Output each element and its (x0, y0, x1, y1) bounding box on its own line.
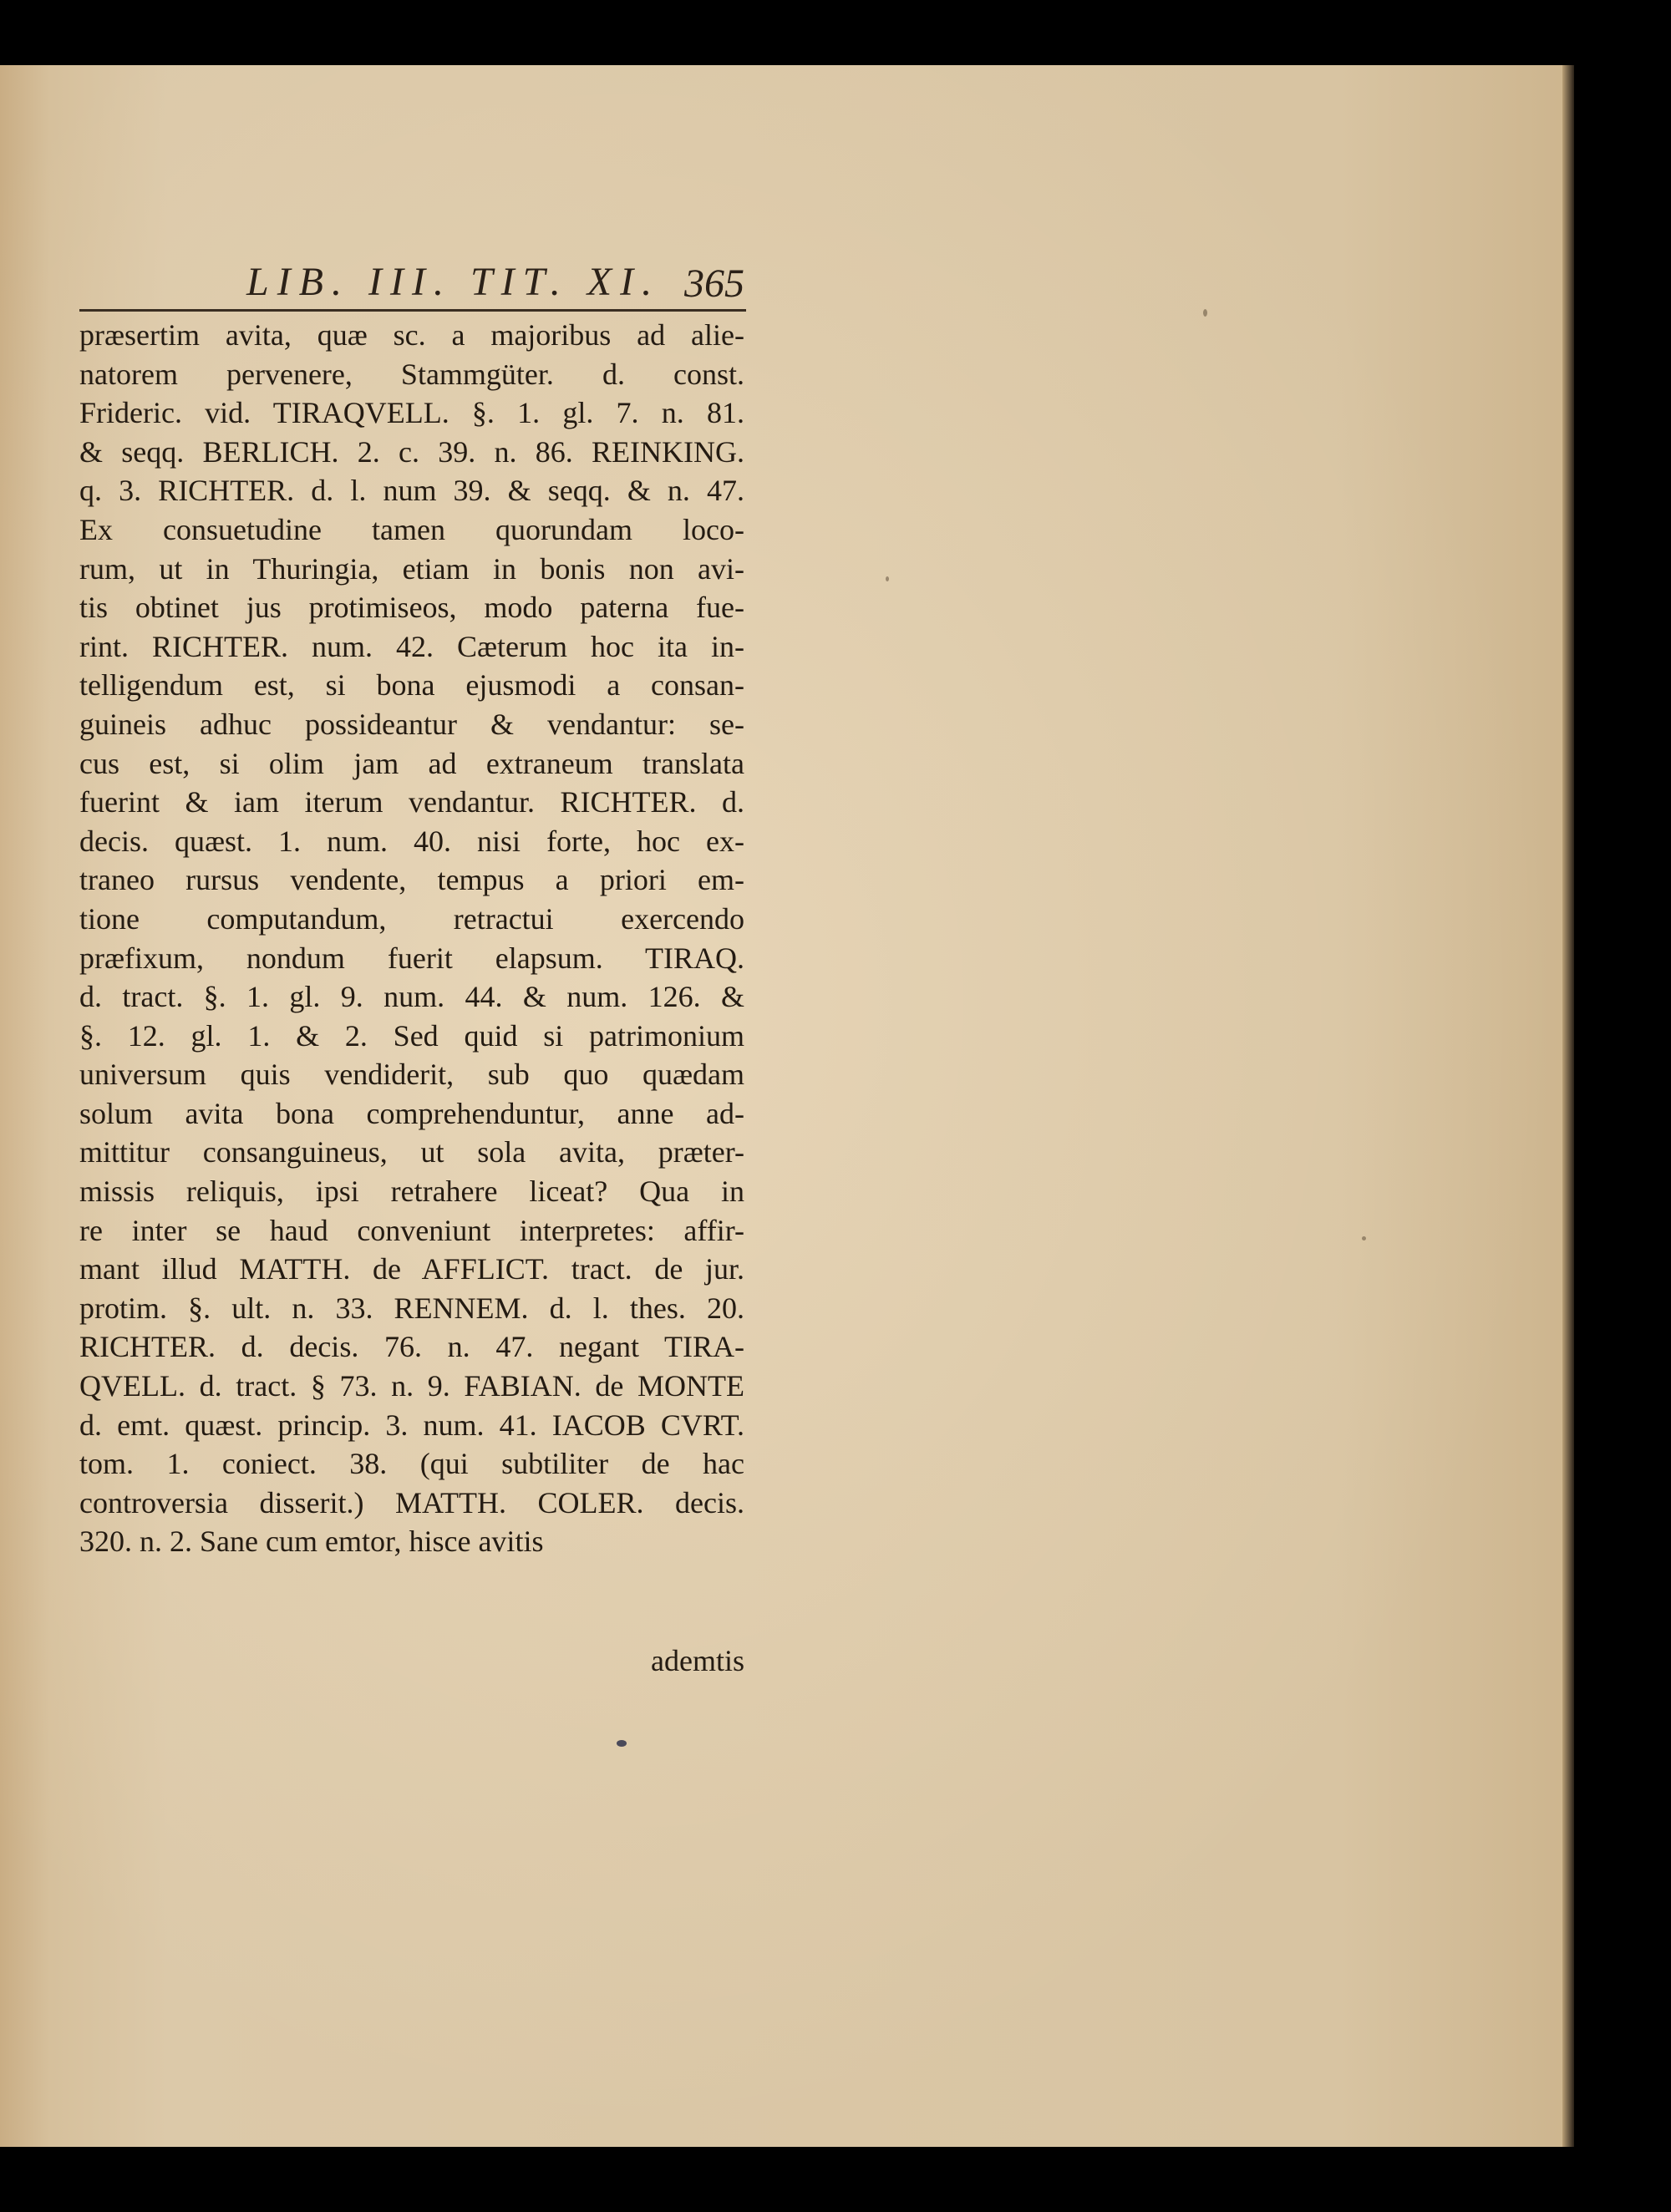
text-line: tom. 1. coniect. 38. (qui subtiliter de hac (79, 1447, 744, 1481)
page-number: 365 (684, 261, 744, 306)
text-line: universum quis vendiderit, sub quo quædam (79, 1058, 744, 1092)
text-line: decis. quæst. 1. num. 40. nisi forte, hoc ex- (79, 824, 744, 858)
paper-speck (886, 576, 889, 581)
text-line: tis obtinet jus protimiseos, modo paterna fue- (79, 591, 744, 625)
page-header (79, 254, 744, 306)
paper-speck (1203, 309, 1207, 317)
text-line: RICHTER. d. decis. 76. n. 47. negant TIRA- (79, 1330, 744, 1364)
body-text (79, 316, 744, 1561)
text-line: cus est, si olim jam ad extraneum translata (79, 746, 744, 780)
header-rule (79, 309, 746, 312)
text-line: præfixum, nondum fuerit elapsum. TIRAQ. (79, 941, 744, 975)
text-line: guineis adhuc possideantur & vendantur: se- (79, 707, 744, 741)
text-line: d. tract. §. 1. gl. 9. num. 44. & num. 126. & (79, 980, 744, 1014)
text-line: QVELL. d. tract. § 73. n. 9. FABIAN. de MONTE (79, 1369, 744, 1403)
text-line: & seqq. BERLICH. 2. c. 39. n. 86. REINKING. (79, 434, 744, 469)
page-edge-shadow (1562, 65, 1574, 2147)
text-line: 320. n. 2. Sane cum emtor, hisce avitis (79, 1525, 544, 1559)
text-line: d. emt. quæst. princip. 3. num. 41. IACOB CVRT. (79, 1408, 744, 1442)
text-line: re inter se haud conveniunt interpretes: affir- (79, 1213, 744, 1247)
text-line: Ex consuetudine tamen quorundam loco- (79, 512, 744, 546)
running-head: LIB. III. TIT. XI. (246, 260, 661, 304)
text-line: §. 12. gl. 1. & 2. Sed quid si patrimonium (79, 1018, 744, 1053)
catchword: ademtis (651, 1644, 744, 1677)
text-line: natorem pervenere, Stammgüter. d. const. (79, 357, 744, 391)
text-line: fuerint & iam iterum vendantur. RICHTER. d. (79, 785, 744, 819)
text-line: rint. RICHTER. num. 42. Cæterum hoc ita in- (79, 629, 744, 663)
text-line: mant illud MATTH. de AFFLICT. tract. de jur. (79, 1252, 744, 1286)
text-line: controversia disserit.) MATTH. COLER. decis. (79, 1485, 744, 1519)
text-line: Frideric. vid. TIRAQVELL. §. 1. gl. 7. n. 81. (79, 396, 744, 430)
text-line: tione computandum, retractui exercendo (79, 901, 744, 936)
text-line: rum, ut in Thuringia, etiam in bonis non avi- (79, 551, 744, 586)
text-line: præsertim avita, quæ sc. a majoribus ad alie- (79, 318, 744, 352)
paper-speck (1362, 1236, 1366, 1240)
text-line: protim. §. ult. n. 33. RENNEM. d. l. thes. 20. (79, 1291, 744, 1325)
text-line: telligendum est, si bona ejusmodi a consan- (79, 668, 744, 703)
ink-spot (617, 1740, 627, 1747)
text-line: missis reliquis, ipsi retrahere liceat? Qua in (79, 1174, 744, 1209)
text-line: q. 3. RICHTER. d. l. num 39. & seqq. & n. 47. (79, 474, 744, 508)
text-line: mittitur consanguineus, ut sola avita, præter- (79, 1135, 744, 1169)
text-line: traneo rursus vendente, tempus a priori em- (79, 863, 744, 897)
text-line: solum avita bona comprehenduntur, anne ad- (79, 1096, 744, 1130)
